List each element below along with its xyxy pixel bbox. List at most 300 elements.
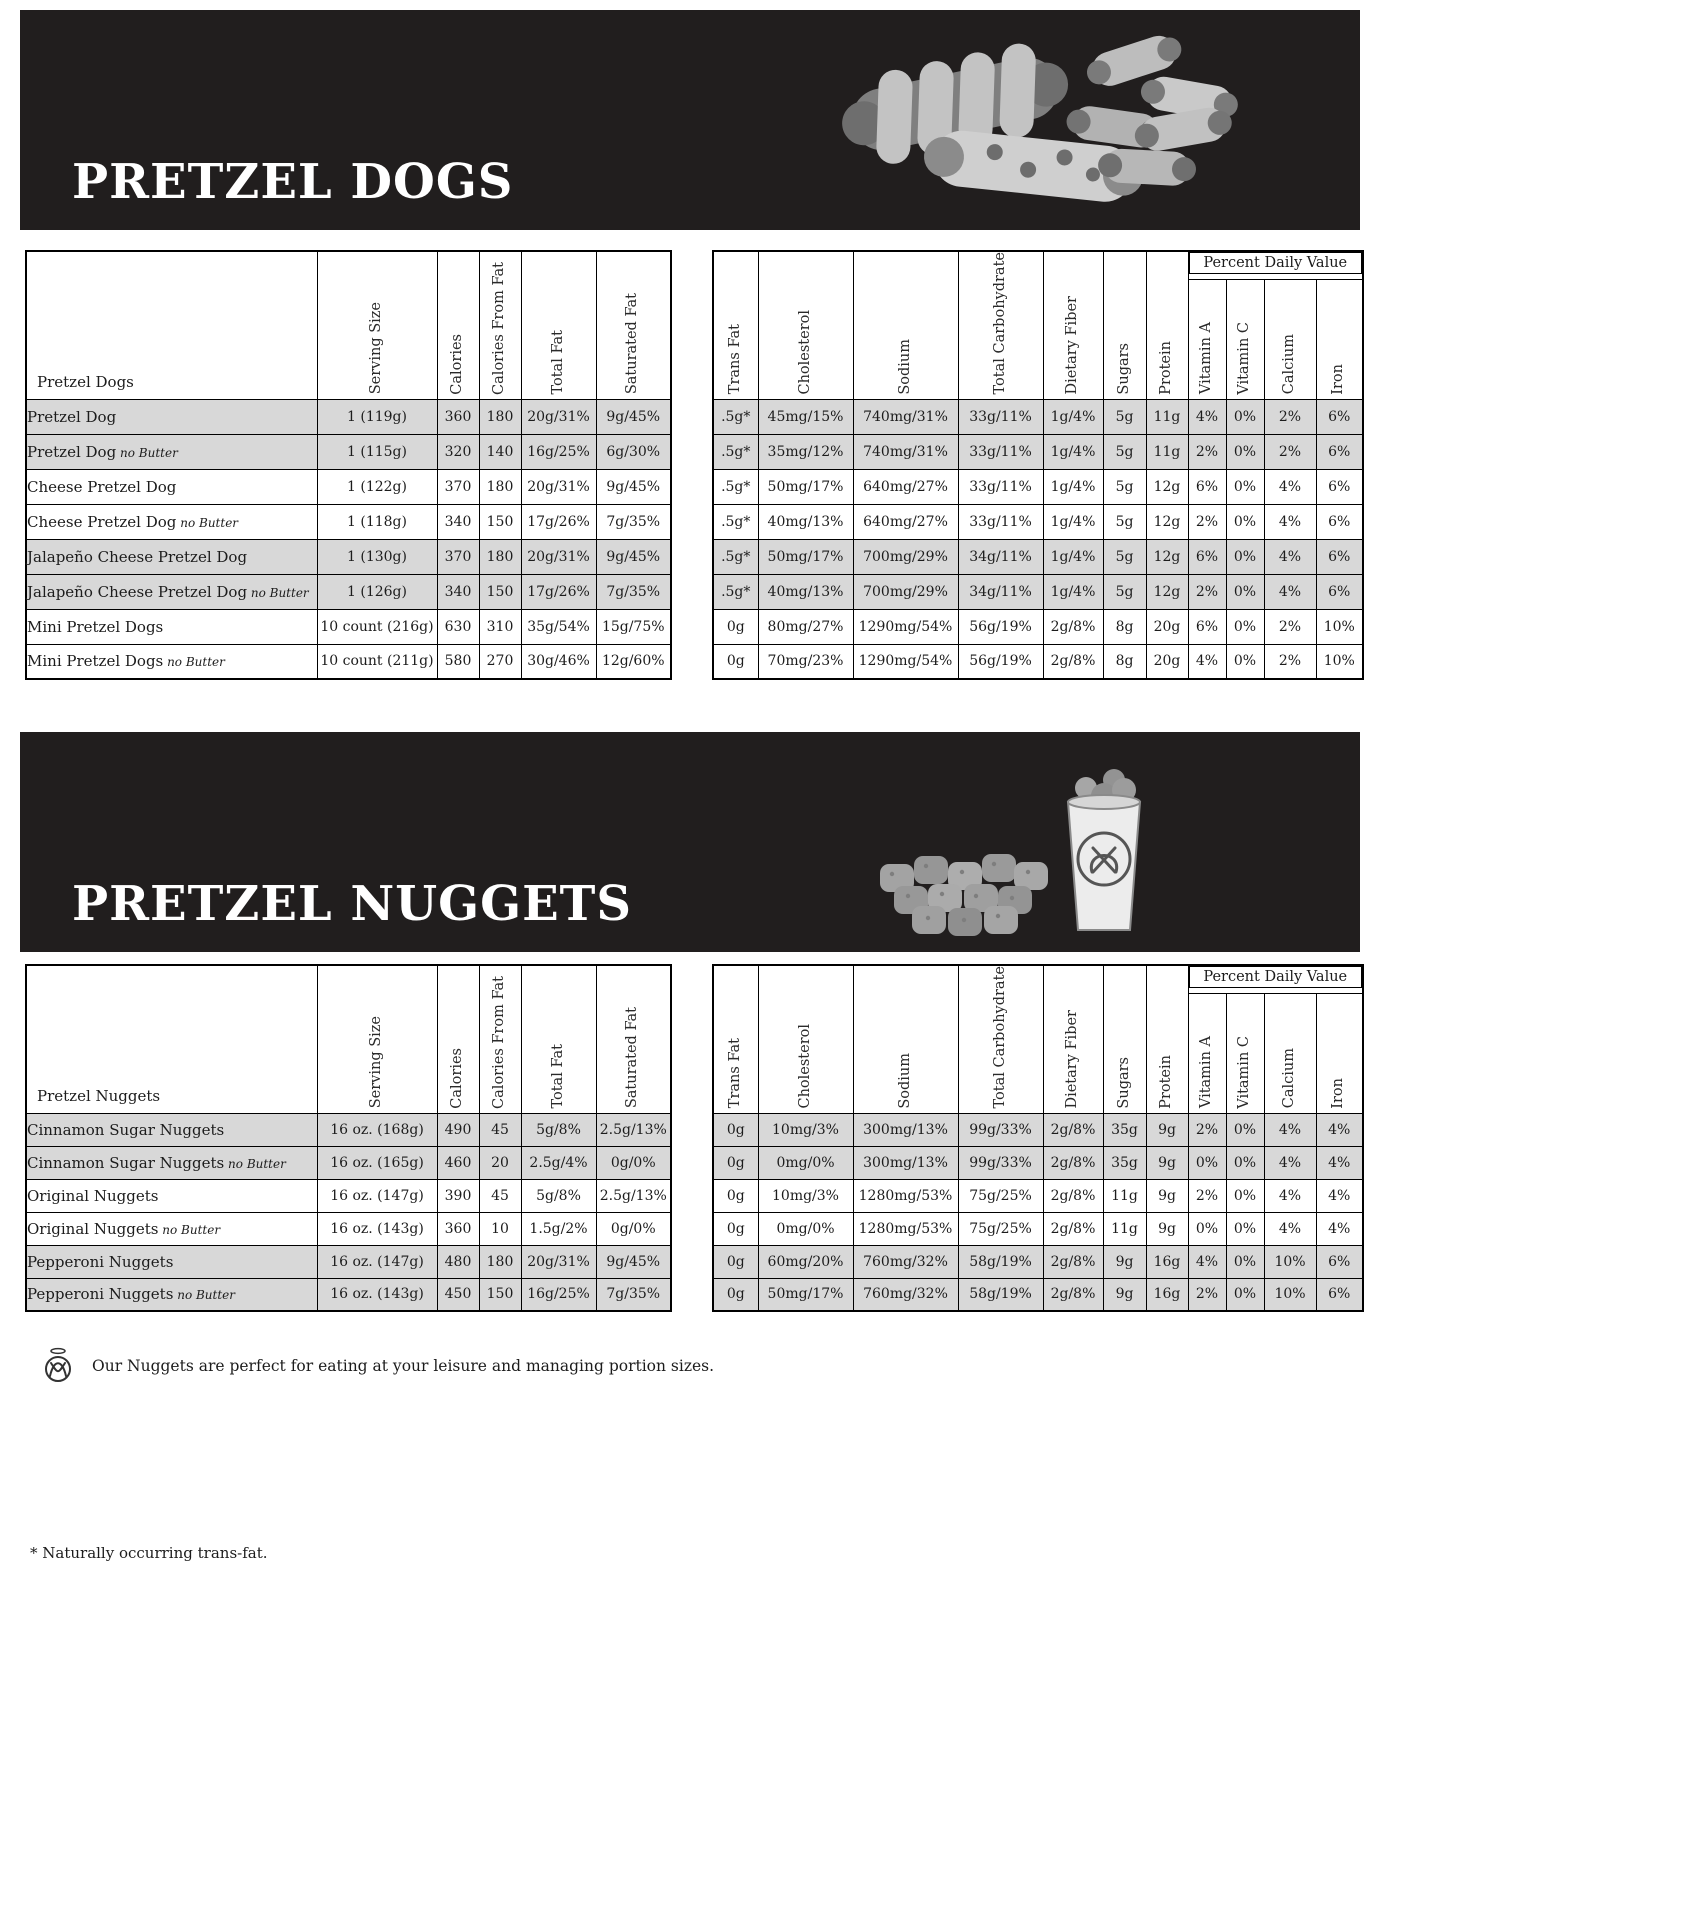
cell-trans-fat: 0g: [713, 1146, 758, 1179]
cell-vitamin-a: 0%: [1188, 1212, 1226, 1245]
cell-dietary-fiber: 2g/8%: [1043, 1278, 1103, 1311]
pretzel-dogs-title: PRETZEL DOGS: [72, 154, 514, 210]
col-header-iron: Iron: [1316, 279, 1363, 399]
cell-calories-from-fat: 140: [479, 434, 521, 469]
cell-iron: 6%: [1316, 504, 1363, 539]
cell-total-fat: 17g/26%: [521, 574, 596, 609]
table-row: [26, 539, 671, 574]
pretzel-nuggets-photo: [872, 746, 1172, 944]
cell-total-carbohydrate: 56g/19%: [958, 609, 1043, 644]
cell-vitamin-c: 0%: [1226, 1179, 1264, 1212]
table-row: [26, 609, 671, 644]
col-header-dietary-fiber: Dietary Fiber: [1043, 965, 1103, 1113]
cell-cholesterol: 70mg/23%: [758, 644, 853, 679]
cell-item-name: Jalapeño Cheese Pretzel Dog: [26, 539, 317, 574]
cell-sugars: 11g: [1103, 1179, 1146, 1212]
cell-dietary-fiber: 1g/4%: [1043, 539, 1103, 574]
cell-calories-from-fat: 10: [479, 1212, 521, 1245]
cell-saturated-fat: 0g/0%: [596, 1146, 671, 1179]
col-header-cholesterol: Cholesterol: [758, 251, 853, 399]
cell-saturated-fat: 7g/35%: [596, 1278, 671, 1311]
cell-vitamin-c: 0%: [1226, 1245, 1264, 1278]
col-header-serving-size: Serving Size: [317, 965, 437, 1113]
cell-vitamin-c: 0%: [1226, 574, 1264, 609]
cell-calories-from-fat: 150: [479, 504, 521, 539]
cell-cholesterol: 10mg/3%: [758, 1113, 853, 1146]
cell-vitamin-c: 0%: [1226, 1146, 1264, 1179]
cell-total-carbohydrate: 33g/11%: [958, 504, 1043, 539]
cell-protein: 16g: [1146, 1245, 1188, 1278]
cell-calcium: 4%: [1264, 1113, 1316, 1146]
table-row: [26, 1113, 671, 1146]
pretzel-dogs-photo: [822, 22, 1242, 218]
cell-trans-fat: .5g*: [713, 399, 758, 434]
cell-dietary-fiber: 2g/8%: [1043, 1245, 1103, 1278]
cell-trans-fat: 0g: [713, 1212, 758, 1245]
col-header-total-fat: Total Fat: [521, 965, 596, 1113]
cell-cholesterol: 50mg/17%: [758, 1278, 853, 1311]
cell-calcium: 2%: [1264, 399, 1316, 434]
cell-vitamin-c: 0%: [1226, 609, 1264, 644]
table-row: [26, 434, 671, 469]
cell-dietary-fiber: 1g/4%: [1043, 469, 1103, 504]
cell-item-name: Jalapeño Cheese Pretzel Dog no Butter: [26, 574, 317, 609]
cell-total-carbohydrate: 75g/25%: [958, 1179, 1043, 1212]
cell-total-carbohydrate: 34g/11%: [958, 574, 1043, 609]
cell-vitamin-a: 2%: [1188, 434, 1226, 469]
cell-total-carbohydrate: 99g/33%: [958, 1113, 1043, 1146]
table-row: [713, 644, 1363, 679]
cell-total-fat: 5g/8%: [521, 1113, 596, 1146]
cell-sodium: 300mg/13%: [853, 1146, 958, 1179]
cell-iron: 10%: [1316, 609, 1363, 644]
cell-trans-fat: .5g*: [713, 539, 758, 574]
cell-total-fat: 30g/46%: [521, 644, 596, 679]
cell-sugars: 9g: [1103, 1278, 1146, 1311]
cell-vitamin-a: 2%: [1188, 574, 1226, 609]
cell-cholesterol: 50mg/17%: [758, 539, 853, 574]
table-label: Pretzel Dogs: [26, 251, 317, 399]
cell-total-fat: 20g/31%: [521, 399, 596, 434]
cell-total-carbohydrate: 75g/25%: [958, 1212, 1043, 1245]
cell-serving-size: 10 count (216g): [317, 609, 437, 644]
col-header-sugars: Sugars: [1103, 251, 1146, 399]
cell-calories: 480: [437, 1245, 479, 1278]
cell-sodium: 760mg/32%: [853, 1245, 958, 1278]
cell-cholesterol: 50mg/17%: [758, 469, 853, 504]
cell-cholesterol: 10mg/3%: [758, 1179, 853, 1212]
cell-dietary-fiber: 2g/8%: [1043, 1179, 1103, 1212]
col-header-saturated-fat: Saturated Fat: [596, 965, 671, 1113]
percent-daily-value-header: Percent Daily Value: [1188, 251, 1363, 279]
cell-calcium: 2%: [1264, 434, 1316, 469]
cell-trans-fat: 0g: [713, 609, 758, 644]
cell-protein: 9g: [1146, 1179, 1188, 1212]
col-header-cholesterol: Cholesterol: [758, 965, 853, 1113]
cell-sugars: 8g: [1103, 644, 1146, 679]
table-row: [713, 574, 1363, 609]
nutrition-info-page: [0, 10, 1695, 1562]
cell-protein: 11g: [1146, 434, 1188, 469]
cell-saturated-fat: 2.5g/13%: [596, 1179, 671, 1212]
col-header-vitamin-c: Vitamin C: [1226, 279, 1264, 399]
table-row: [713, 539, 1363, 574]
cell-calories-from-fat: 180: [479, 469, 521, 504]
cell-dietary-fiber: 2g/8%: [1043, 609, 1103, 644]
cell-serving-size: 16 oz. (143g): [317, 1212, 437, 1245]
cell-item-name: Cinnamon Sugar Nuggets no Butter: [26, 1146, 317, 1179]
cell-total-carbohydrate: 34g/11%: [958, 539, 1043, 574]
cell-calories-from-fat: 20: [479, 1146, 521, 1179]
cell-sugars: 8g: [1103, 609, 1146, 644]
cell-iron: 4%: [1316, 1179, 1363, 1212]
cell-calcium: 2%: [1264, 609, 1316, 644]
cell-calcium: 4%: [1264, 574, 1316, 609]
cell-protein: 20g: [1146, 609, 1188, 644]
cell-vitamin-a: 2%: [1188, 1113, 1226, 1146]
col-header-calories: Calories: [437, 251, 479, 399]
table-row: [26, 1146, 671, 1179]
cell-calories-from-fat: 270: [479, 644, 521, 679]
cell-total-fat: 20g/31%: [521, 1245, 596, 1278]
nuggets-note: [38, 1346, 1695, 1386]
cell-item-name: Original Nuggets no Butter: [26, 1212, 317, 1245]
col-header-sugars: Sugars: [1103, 965, 1146, 1113]
cell-item-name: Pepperoni Nuggets no Butter: [26, 1278, 317, 1311]
cell-vitamin-c: 0%: [1226, 644, 1264, 679]
cell-serving-size: 1 (118g): [317, 504, 437, 539]
cell-saturated-fat: 6g/30%: [596, 434, 671, 469]
cell-trans-fat: 0g: [713, 1179, 758, 1212]
cell-dietary-fiber: 1g/4%: [1043, 399, 1103, 434]
cell-serving-size: 1 (122g): [317, 469, 437, 504]
cell-total-fat: 16g/25%: [521, 1278, 596, 1311]
table-row: [713, 1212, 1363, 1245]
cell-serving-size: 1 (126g): [317, 574, 437, 609]
cell-saturated-fat: 9g/45%: [596, 399, 671, 434]
col-header-calories-from-fat: Calories From Fat: [479, 251, 521, 399]
cell-sodium: 1280mg/53%: [853, 1212, 958, 1245]
cell-saturated-fat: 0g/0%: [596, 1212, 671, 1245]
cell-serving-size: 1 (130g): [317, 539, 437, 574]
cell-sodium: 300mg/13%: [853, 1113, 958, 1146]
pretzel-nuggets-nutrition-table-left: [25, 964, 672, 1312]
cell-protein: 9g: [1146, 1113, 1188, 1146]
col-header-calories: Calories: [437, 965, 479, 1113]
cell-item-name: Cheese Pretzel Dog: [26, 469, 317, 504]
section-pretzel-nuggets: [0, 732, 1695, 1386]
cell-sodium: 640mg/27%: [853, 469, 958, 504]
cell-saturated-fat: 9g/45%: [596, 469, 671, 504]
col-header-saturated-fat: Saturated Fat: [596, 251, 671, 399]
cell-iron: 10%: [1316, 644, 1363, 679]
pretzel-dogs-tables: [25, 250, 1695, 680]
cell-calories: 450: [437, 1278, 479, 1311]
cell-calcium: 4%: [1264, 1179, 1316, 1212]
cell-saturated-fat: 7g/35%: [596, 504, 671, 539]
col-header-dietary-fiber: Dietary Fiber: [1043, 251, 1103, 399]
cell-vitamin-c: 0%: [1226, 1113, 1264, 1146]
cell-protein: 12g: [1146, 504, 1188, 539]
cell-vitamin-a: 2%: [1188, 504, 1226, 539]
cell-dietary-fiber: 2g/8%: [1043, 644, 1103, 679]
trans-fat-footnote: * Naturally occurring trans-fat.: [30, 1544, 268, 1562]
cell-calories: 360: [437, 399, 479, 434]
cell-total-fat: 1.5g/2%: [521, 1212, 596, 1245]
cell-calcium: 4%: [1264, 469, 1316, 504]
col-header-calories-from-fat: Calories From Fat: [479, 965, 521, 1113]
cell-calories: 370: [437, 539, 479, 574]
pretzel-nuggets-title: PRETZEL NUGGETS: [72, 876, 633, 932]
cell-sugars: 5g: [1103, 469, 1146, 504]
table-row: [713, 1179, 1363, 1212]
col-header-protein: Protein: [1146, 251, 1188, 399]
cell-protein: 20g: [1146, 644, 1188, 679]
cell-item-name: Pretzel Dog no Butter: [26, 434, 317, 469]
cell-sodium: 1290mg/54%: [853, 644, 958, 679]
cell-total-carbohydrate: 99g/33%: [958, 1146, 1043, 1179]
cell-sugars: 5g: [1103, 574, 1146, 609]
cell-iron: 6%: [1316, 539, 1363, 574]
cell-sugars: 9g: [1103, 1245, 1146, 1278]
col-header-total-fat: Total Fat: [521, 251, 596, 399]
col-header-vitamin-c: Vitamin C: [1226, 993, 1264, 1113]
cell-protein: 11g: [1146, 399, 1188, 434]
table-row: [713, 434, 1363, 469]
cell-item-name: Original Nuggets: [26, 1179, 317, 1212]
cell-calories-from-fat: 150: [479, 574, 521, 609]
cell-iron: 6%: [1316, 399, 1363, 434]
pretzel-dogs-nutrition-table-right: [712, 250, 1364, 680]
cell-vitamin-c: 0%: [1226, 504, 1264, 539]
cell-iron: 6%: [1316, 1278, 1363, 1311]
cell-calcium: 4%: [1264, 1212, 1316, 1245]
cell-protein: 16g: [1146, 1278, 1188, 1311]
cell-vitamin-c: 0%: [1226, 1278, 1264, 1311]
cell-vitamin-a: 4%: [1188, 644, 1226, 679]
cell-sugars: 11g: [1103, 1212, 1146, 1245]
col-header-vitamin-a: Vitamin A: [1188, 279, 1226, 399]
cell-vitamin-a: 4%: [1188, 1245, 1226, 1278]
cell-total-carbohydrate: 33g/11%: [958, 469, 1043, 504]
cell-calories: 390: [437, 1179, 479, 1212]
cell-protein: 9g: [1146, 1212, 1188, 1245]
col-header-serving-size: Serving Size: [317, 251, 437, 399]
cell-trans-fat: 0g: [713, 1278, 758, 1311]
cell-total-fat: 20g/31%: [521, 469, 596, 504]
cell-saturated-fat: 12g/60%: [596, 644, 671, 679]
cell-total-fat: 16g/25%: [521, 434, 596, 469]
cell-calories-from-fat: 45: [479, 1179, 521, 1212]
cell-cholesterol: 0mg/0%: [758, 1212, 853, 1245]
cell-sodium: 640mg/27%: [853, 504, 958, 539]
cell-total-fat: 20g/31%: [521, 539, 596, 574]
cell-saturated-fat: 2.5g/13%: [596, 1113, 671, 1146]
table-row: [713, 399, 1363, 434]
cell-calcium: 4%: [1264, 539, 1316, 574]
cell-sugars: 5g: [1103, 504, 1146, 539]
pretzel-nuggets-banner: [20, 732, 1360, 952]
cell-saturated-fat: 9g/45%: [596, 539, 671, 574]
cell-iron: 4%: [1316, 1113, 1363, 1146]
col-header-total-carbohydrate: Total Carbohydrate: [958, 965, 1043, 1113]
cell-calories: 340: [437, 574, 479, 609]
pretzel-nuggets-tables: [25, 964, 1695, 1312]
cell-serving-size: 16 oz. (168g): [317, 1113, 437, 1146]
cell-dietary-fiber: 1g/4%: [1043, 434, 1103, 469]
cell-item-name: Cinnamon Sugar Nuggets: [26, 1113, 317, 1146]
cell-sugars: 35g: [1103, 1113, 1146, 1146]
cell-iron: 4%: [1316, 1146, 1363, 1179]
table-label: Pretzel Nuggets: [26, 965, 317, 1113]
cell-protein: 12g: [1146, 469, 1188, 504]
cell-calories: 370: [437, 469, 479, 504]
cell-vitamin-a: 4%: [1188, 399, 1226, 434]
cell-calcium: 10%: [1264, 1278, 1316, 1311]
cell-calcium: 4%: [1264, 504, 1316, 539]
table-row: [713, 609, 1363, 644]
section-pretzel-dogs: [0, 10, 1695, 680]
cell-protein: 9g: [1146, 1146, 1188, 1179]
cell-sodium: 1290mg/54%: [853, 609, 958, 644]
cell-trans-fat: .5g*: [713, 574, 758, 609]
cell-vitamin-a: 6%: [1188, 469, 1226, 504]
cell-item-name: Mini Pretzel Dogs no Butter: [26, 644, 317, 679]
percent-daily-value-header: Percent Daily Value: [1188, 965, 1363, 993]
cell-cholesterol: 40mg/13%: [758, 504, 853, 539]
table-row: [713, 504, 1363, 539]
cell-serving-size: 1 (119g): [317, 399, 437, 434]
cell-trans-fat: 0g: [713, 1113, 758, 1146]
cell-calories-from-fat: 150: [479, 1278, 521, 1311]
col-header-trans-fat: Trans Fat: [713, 251, 758, 399]
cell-calories: 490: [437, 1113, 479, 1146]
cell-saturated-fat: 15g/75%: [596, 609, 671, 644]
cell-serving-size: 1 (115g): [317, 434, 437, 469]
cell-cholesterol: 45mg/15%: [758, 399, 853, 434]
cell-saturated-fat: 9g/45%: [596, 1245, 671, 1278]
cell-sugars: 35g: [1103, 1146, 1146, 1179]
cell-serving-size: 16 oz. (147g): [317, 1245, 437, 1278]
cell-protein: 12g: [1146, 574, 1188, 609]
cell-trans-fat: .5g*: [713, 469, 758, 504]
cell-cholesterol: 0mg/0%: [758, 1146, 853, 1179]
cell-item-name: Mini Pretzel Dogs: [26, 609, 317, 644]
table-row: [713, 469, 1363, 504]
cell-total-carbohydrate: 33g/11%: [958, 434, 1043, 469]
table-row: [713, 1278, 1363, 1311]
col-header-total-carbohydrate: Total Carbohydrate: [958, 251, 1043, 399]
cell-serving-size: 16 oz. (165g): [317, 1146, 437, 1179]
cell-trans-fat: 0g: [713, 1245, 758, 1278]
pretzel-mascot-icon: [38, 1346, 78, 1386]
cell-vitamin-c: 0%: [1226, 434, 1264, 469]
table-row: [26, 644, 671, 679]
cell-vitamin-c: 0%: [1226, 539, 1264, 574]
cell-total-carbohydrate: 58g/19%: [958, 1278, 1043, 1311]
cell-dietary-fiber: 1g/4%: [1043, 504, 1103, 539]
cell-calories-from-fat: 180: [479, 399, 521, 434]
cell-dietary-fiber: 2g/8%: [1043, 1146, 1103, 1179]
pretzel-nuggets-nutrition-table-right: [712, 964, 1364, 1312]
cell-calories-from-fat: 180: [479, 1245, 521, 1278]
col-header-calcium: Calcium: [1264, 993, 1316, 1113]
cell-vitamin-a: 0%: [1188, 1146, 1226, 1179]
cell-calcium: 4%: [1264, 1146, 1316, 1179]
col-header-sodium: Sodium: [853, 251, 958, 399]
cell-calories: 320: [437, 434, 479, 469]
cell-calories: 580: [437, 644, 479, 679]
cell-calcium: 2%: [1264, 644, 1316, 679]
cell-calories-from-fat: 180: [479, 539, 521, 574]
cell-item-name: Cheese Pretzel Dog no Butter: [26, 504, 317, 539]
cell-protein: 12g: [1146, 539, 1188, 574]
cell-calories-from-fat: 310: [479, 609, 521, 644]
col-header-iron: Iron: [1316, 993, 1363, 1113]
cell-sodium: 760mg/32%: [853, 1278, 958, 1311]
cell-vitamin-a: 2%: [1188, 1179, 1226, 1212]
cell-dietary-fiber: 1g/4%: [1043, 574, 1103, 609]
cell-calcium: 10%: [1264, 1245, 1316, 1278]
cell-trans-fat: .5g*: [713, 504, 758, 539]
nuggets-note-text: Our Nuggets are perfect for eating at your leisure and managing portion sizes.: [92, 1357, 715, 1375]
cell-sugars: 5g: [1103, 434, 1146, 469]
table-row: [713, 1146, 1363, 1179]
col-header-sodium: Sodium: [853, 965, 958, 1113]
table-row: [26, 574, 671, 609]
col-header-vitamin-a: Vitamin A: [1188, 993, 1226, 1113]
cell-cholesterol: 40mg/13%: [758, 574, 853, 609]
table-row: [26, 1179, 671, 1212]
pretzel-dogs-banner: [20, 10, 1360, 230]
cell-calories: 360: [437, 1212, 479, 1245]
cell-vitamin-c: 0%: [1226, 1212, 1264, 1245]
cell-sodium: 740mg/31%: [853, 399, 958, 434]
table-row: [713, 1113, 1363, 1146]
cell-total-fat: 2.5g/4%: [521, 1146, 596, 1179]
cell-sugars: 5g: [1103, 539, 1146, 574]
col-header-protein: Protein: [1146, 965, 1188, 1113]
cell-item-name: Pepperoni Nuggets: [26, 1245, 317, 1278]
cell-vitamin-c: 0%: [1226, 399, 1264, 434]
cell-total-fat: 17g/26%: [521, 504, 596, 539]
cell-iron: 6%: [1316, 434, 1363, 469]
cell-sugars: 5g: [1103, 399, 1146, 434]
cell-total-carbohydrate: 56g/19%: [958, 644, 1043, 679]
table-row: [26, 1212, 671, 1245]
cell-dietary-fiber: 2g/8%: [1043, 1212, 1103, 1245]
table-row: [713, 1245, 1363, 1278]
cell-vitamin-a: 6%: [1188, 609, 1226, 644]
cell-iron: 6%: [1316, 1245, 1363, 1278]
table-row: [26, 469, 671, 504]
table-row: [26, 1278, 671, 1311]
cell-calories: 630: [437, 609, 479, 644]
table-row: [26, 504, 671, 539]
col-header-calcium: Calcium: [1264, 279, 1316, 399]
cell-trans-fat: 0g: [713, 644, 758, 679]
cell-calories: 460: [437, 1146, 479, 1179]
cell-cholesterol: 80mg/27%: [758, 609, 853, 644]
cell-iron: 6%: [1316, 574, 1363, 609]
cell-sodium: 740mg/31%: [853, 434, 958, 469]
cell-calories: 340: [437, 504, 479, 539]
cell-sodium: 700mg/29%: [853, 574, 958, 609]
cell-total-carbohydrate: 58g/19%: [958, 1245, 1043, 1278]
cell-trans-fat: .5g*: [713, 434, 758, 469]
cell-iron: 4%: [1316, 1212, 1363, 1245]
cell-total-fat: 5g/8%: [521, 1179, 596, 1212]
